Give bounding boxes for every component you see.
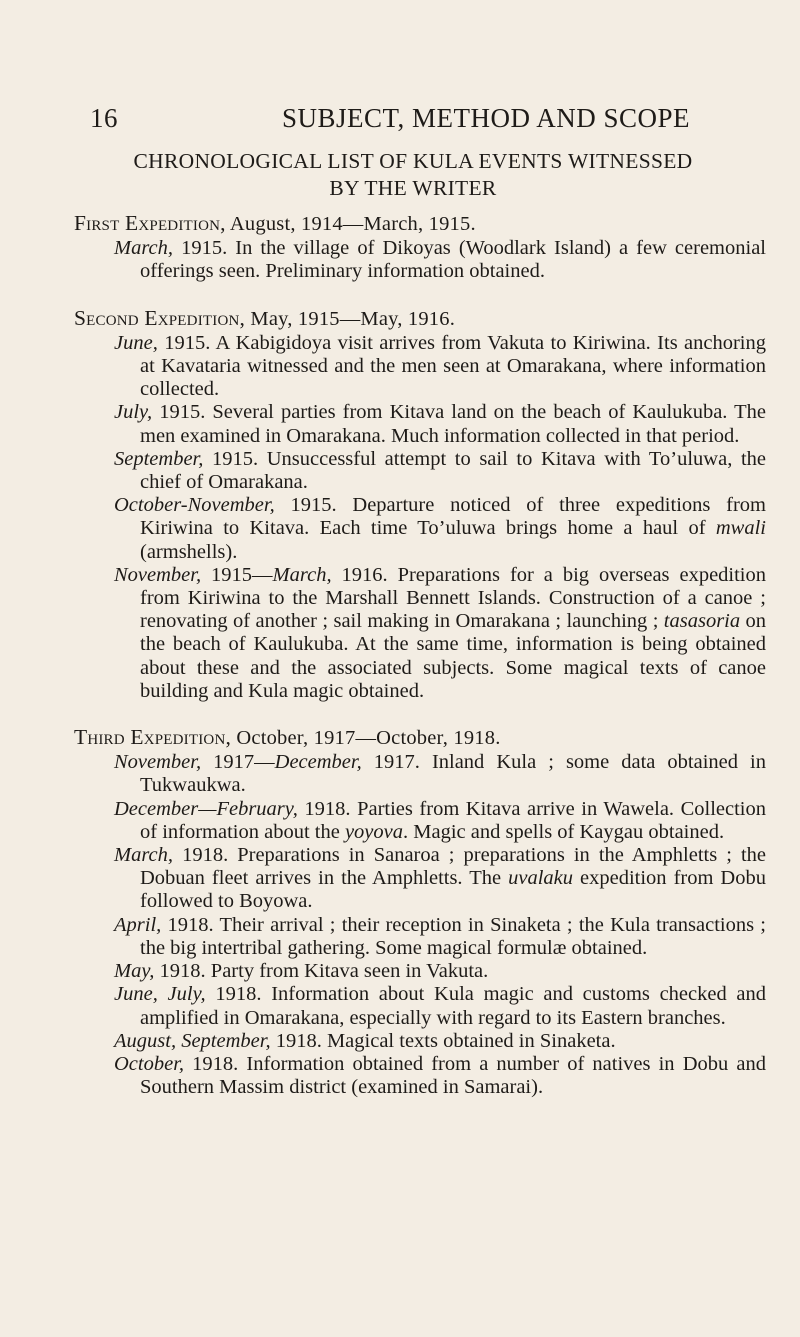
expedition-heading	[74, 307, 766, 331]
event-date: October,	[114, 1052, 185, 1075]
event-entry	[114, 332, 766, 402]
event-entry	[114, 798, 766, 844]
event-text: 1915. A Kabigidoya visit arrives from Vakuta to Kiriwina. Its anchoring at Kavataria witnessed and the men seen at Omarakana, where information collected.	[140, 331, 766, 401]
expedition-name: Third Expedition,	[74, 725, 232, 750]
running-title: SUBJECT, METHOD AND SCOPE	[282, 103, 691, 133]
expedition-name: Second Expedition,	[74, 305, 246, 330]
event-text: 1918. Preparations in Sanaroa ; preparations in the Amphletts ; the Dobuan fleet arrives in the Amphletts. The	[140, 844, 766, 890]
event-date: March,	[114, 237, 174, 260]
event-date: June,	[114, 331, 158, 354]
event-date: August, September,	[114, 1029, 271, 1052]
expedition-heading	[74, 212, 766, 236]
event-text: 1915. Several parties from Kitava land on the beach of Kaulukuba. The men examined in Omarakana. Much information collected in that period.	[140, 401, 766, 447]
expedition-heading	[74, 726, 766, 750]
event-date: July,	[114, 401, 153, 424]
event-date: November,	[114, 563, 202, 586]
event-text: 1915. Unsuccessful attempt to sail to Kitava with To’uluwa, the chief of Omarakana.	[140, 447, 766, 494]
event-date: September,	[114, 447, 204, 470]
native-term: tasasoria	[663, 610, 741, 633]
event-date: May,	[114, 960, 155, 983]
event-text: 1917—	[201, 751, 275, 774]
section-title-line: CHRONOLOGICAL LIST OF KULA EVENTS WITNESSED	[133, 149, 693, 173]
event-date: November,	[114, 751, 202, 774]
event-entry	[114, 960, 766, 983]
event-text: . Magic and spells of Kaygau obtained.	[403, 820, 725, 843]
event-entry	[114, 401, 766, 447]
event-text: 1918. Information obtained from a number of natives in Dobu and Southern Massim district (examined in Samarai).	[140, 1052, 766, 1099]
event-entry	[114, 448, 766, 494]
event-entry	[114, 844, 766, 914]
event-text: 1915. In the village of Dikoyas (Woodlark Island) a few ceremonial offerings seen. Preliminary information obtained.	[140, 237, 766, 283]
event-entry	[114, 1053, 766, 1099]
section-title	[60, 148, 766, 202]
event-text: (armshells).	[140, 540, 238, 563]
native-term: yoyova	[344, 820, 403, 843]
section-title-line: BY THE WRITER	[329, 176, 497, 200]
event-date: June, July,	[114, 983, 206, 1006]
event-text: on the beach of Kaulukuba. At the same time, information is being obtained about these and the associated subjects. Some magical texts of canoe building and Kula magic obtained.	[140, 610, 767, 702]
event-text: 1917. Inland Kula ; some data obtained in Tukwaukwa.	[140, 751, 767, 797]
event-date: December—February,	[114, 797, 298, 820]
event-text: 1918. Parties from Kitava arrive in Wawela. Collection of information about the	[140, 797, 766, 843]
event-date: December,	[274, 751, 362, 774]
event-entry	[114, 564, 766, 703]
expedition-name: First Expedition,	[74, 211, 226, 235]
event-date: October-November,	[114, 494, 275, 517]
event-entry	[114, 983, 766, 1029]
event-text: 1918. Party from Kitava seen in Vakuta.	[154, 960, 489, 983]
event-list	[74, 212, 766, 1099]
event-text: 1915—	[201, 563, 273, 586]
event-date: March,	[114, 844, 174, 867]
event-date: March,	[272, 563, 332, 586]
event-entry	[114, 494, 766, 564]
page-number: 16	[90, 103, 118, 133]
event-entry	[114, 914, 766, 960]
native-term: uvalaku	[508, 867, 573, 890]
expedition-dates: October, 1917—October, 1918.	[231, 727, 501, 750]
event-text: 1918. Their arrival ; their reception in Sinaketa ; the Kula transactions ; the big intertribal gathering. Some magical formulæ obtained.	[140, 913, 766, 959]
event-entry	[114, 751, 766, 797]
event-text: 1915. Departure noticed of three expeditions from Kiriwina to Kitava. Each time To’uluwa brings home a haul of	[140, 494, 766, 540]
event-entry	[114, 237, 766, 283]
event-date: April,	[114, 913, 162, 936]
event-text: 1918. Magical texts obtained in Sinaketa.	[270, 1029, 616, 1052]
expedition-dates: August, 1914—March, 1915.	[225, 213, 476, 235]
event-text: 1916. Preparations for a big overseas expedition from Kiriwina to the Marshall Bennett Islands. Construction of a canoe ; renovating of another ; sail making in Omarakana ; launching ;	[140, 563, 767, 633]
event-entry	[114, 1030, 766, 1053]
event-text: 1918. Information about Kula magic and customs checked and amplified in Omarakana, especially with regard to its Eastern branches.	[140, 983, 767, 1029]
native-term: mwali	[715, 517, 766, 540]
event-text: expedition from Dobu followed to Boyowa.	[140, 867, 766, 913]
expedition-dates: May, 1915—May, 1916.	[245, 307, 456, 330]
